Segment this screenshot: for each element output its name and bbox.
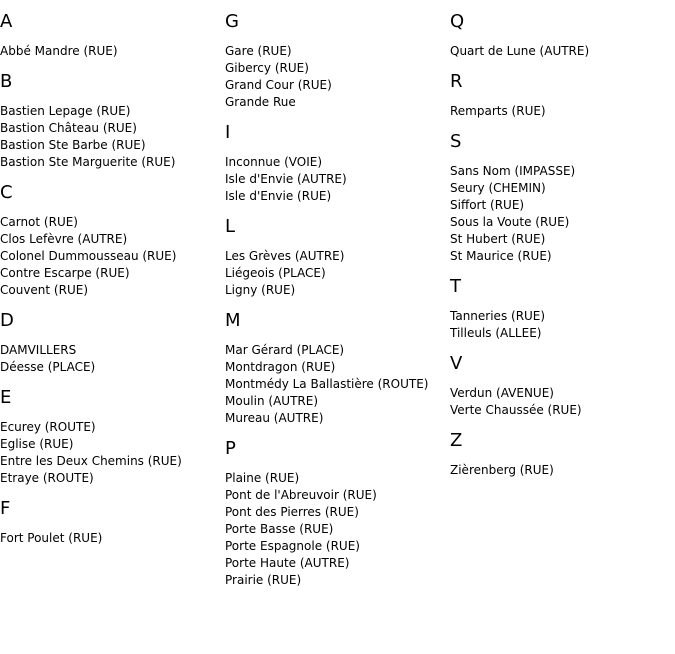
street-link[interactable]: Verte Chaussée (RUE) bbox=[450, 403, 582, 417]
street-link[interactable]: Porte Basse (RUE) bbox=[225, 522, 334, 536]
street-list bbox=[450, 308, 675, 342]
street-link[interactable]: Montdragon (RUE) bbox=[225, 360, 336, 374]
street-link[interactable]: Zièrenberg (RUE) bbox=[450, 463, 554, 477]
street-list bbox=[225, 43, 450, 111]
street-link[interactable]: Isle d'Envie (AUTRE) bbox=[225, 172, 347, 186]
street-link[interactable]: Ligny (RUE) bbox=[225, 283, 296, 297]
street-link[interactable]: Prairie (RUE) bbox=[225, 573, 302, 587]
letter-group bbox=[225, 217, 450, 299]
letter-group bbox=[450, 12, 675, 60]
letter-heading: V bbox=[450, 353, 463, 374]
letter-heading: M bbox=[225, 310, 241, 331]
street-link[interactable]: Ecurey (ROUTE) bbox=[0, 420, 96, 434]
street-index-column bbox=[225, 12, 450, 589]
street-link[interactable]: Contre Escarpe (RUE) bbox=[0, 266, 130, 280]
street-link[interactable]: Colonel Dummousseau (RUE) bbox=[0, 249, 177, 263]
street-list bbox=[0, 530, 225, 547]
letter-heading: F bbox=[0, 498, 11, 519]
letter-heading: L bbox=[225, 216, 236, 237]
street-link[interactable]: Isle d'Envie (RUE) bbox=[225, 189, 332, 203]
street-link[interactable]: Plaine (RUE) bbox=[225, 471, 300, 485]
street-list bbox=[450, 163, 675, 265]
street-link[interactable]: Grand Cour (RUE) bbox=[225, 78, 332, 92]
letter-heading: C bbox=[0, 182, 13, 203]
street-list bbox=[0, 419, 225, 487]
street-link[interactable]: Siffort (RUE) bbox=[450, 198, 525, 212]
letter-heading: R bbox=[450, 71, 463, 92]
street-link[interactable]: St Maurice (RUE) bbox=[450, 249, 552, 263]
street-link[interactable]: Liégeois (PLACE) bbox=[225, 266, 326, 280]
street-list bbox=[450, 385, 675, 419]
street-link[interactable]: Abbé Mandre (RUE) bbox=[0, 44, 118, 58]
letter-group bbox=[225, 123, 450, 205]
street-list bbox=[450, 462, 675, 479]
street-link[interactable]: Grande Rue bbox=[225, 95, 296, 109]
letter-heading: A bbox=[0, 11, 13, 32]
street-list bbox=[0, 342, 225, 376]
letter-heading: D bbox=[0, 310, 14, 331]
street-link[interactable]: Pont des Pierres (RUE) bbox=[225, 505, 359, 519]
letter-group bbox=[450, 72, 675, 120]
letter-heading: Q bbox=[450, 11, 465, 32]
street-link[interactable]: Clos Lefèvre (AUTRE) bbox=[0, 232, 128, 246]
letter-group bbox=[450, 132, 675, 265]
letter-group bbox=[0, 388, 225, 487]
letter-group bbox=[0, 72, 225, 171]
letter-group bbox=[225, 12, 450, 111]
street-list bbox=[0, 43, 225, 60]
street-link[interactable]: Quart de Lune (AUTRE) bbox=[450, 44, 590, 58]
street-link[interactable]: Les Grèves (AUTRE) bbox=[225, 249, 345, 263]
street-link[interactable]: Gibercy (RUE) bbox=[225, 61, 309, 75]
letter-group bbox=[450, 277, 675, 342]
street-link[interactable]: DAMVILLERS bbox=[0, 343, 77, 357]
street-link[interactable]: Fort Poulet (RUE) bbox=[0, 531, 103, 545]
street-link[interactable]: Montmédy La Ballastière (ROUTE) bbox=[225, 377, 429, 391]
street-link[interactable]: Etraye (ROUTE) bbox=[0, 471, 94, 485]
street-link[interactable]: Sans Nom (IMPASSE) bbox=[450, 164, 576, 178]
letter-group bbox=[225, 439, 450, 589]
street-link[interactable]: Moulin (AUTRE) bbox=[225, 394, 318, 408]
street-link[interactable]: Mureau (AUTRE) bbox=[225, 411, 324, 425]
letter-group bbox=[0, 12, 225, 60]
letter-heading: S bbox=[450, 131, 462, 152]
street-link[interactable]: Tilleuls (ALLEE) bbox=[450, 326, 542, 340]
street-link[interactable]: Seury (CHEMIN) bbox=[450, 181, 546, 195]
street-link[interactable]: Sous la Voute (RUE) bbox=[450, 215, 570, 229]
street-link[interactable]: Inconnue (VOIE) bbox=[225, 155, 323, 169]
street-list bbox=[225, 342, 450, 427]
letter-heading: I bbox=[225, 122, 231, 143]
letter-group bbox=[0, 183, 225, 299]
letter-heading: E bbox=[0, 387, 12, 408]
letter-heading: G bbox=[225, 11, 239, 32]
street-link[interactable]: Pont de l'Abreuvoir (RUE) bbox=[225, 488, 377, 502]
street-link[interactable]: Tanneries (RUE) bbox=[450, 309, 546, 323]
street-list bbox=[0, 103, 225, 171]
letter-group bbox=[450, 431, 675, 479]
street-link[interactable]: Bastien Lepage (RUE) bbox=[0, 104, 131, 118]
letter-heading: Z bbox=[450, 430, 463, 451]
street-link[interactable]: Déesse (PLACE) bbox=[0, 360, 96, 374]
street-link[interactable]: St Hubert (RUE) bbox=[450, 232, 546, 246]
letter-group bbox=[225, 311, 450, 427]
street-link[interactable]: Gare (RUE) bbox=[225, 44, 292, 58]
street-link[interactable]: Mar Gérard (PLACE) bbox=[225, 343, 345, 357]
street-link[interactable]: Bastion Château (RUE) bbox=[0, 121, 137, 135]
street-link[interactable]: Entre les Deux Chemins (RUE) bbox=[0, 454, 182, 468]
letter-heading: B bbox=[0, 71, 13, 92]
street-list bbox=[225, 248, 450, 299]
street-index-column bbox=[0, 12, 225, 547]
street-list bbox=[450, 43, 675, 60]
letter-heading: T bbox=[450, 276, 461, 297]
street-link[interactable]: Eglise (RUE) bbox=[0, 437, 74, 451]
street-link[interactable]: Bastion Ste Marguerite (RUE) bbox=[0, 155, 176, 169]
street-link[interactable]: Porte Espagnole (RUE) bbox=[225, 539, 360, 553]
letter-group bbox=[0, 499, 225, 547]
street-link[interactable]: Remparts (RUE) bbox=[450, 104, 546, 118]
street-list bbox=[225, 154, 450, 205]
street-index-column bbox=[450, 12, 675, 479]
street-link[interactable]: Couvent (RUE) bbox=[0, 283, 89, 297]
street-list bbox=[450, 103, 675, 120]
letter-group bbox=[0, 311, 225, 376]
letter-heading: P bbox=[225, 438, 236, 459]
street-link[interactable]: Bastion Ste Barbe (RUE) bbox=[0, 138, 146, 152]
street-list bbox=[225, 470, 450, 589]
letter-group bbox=[450, 354, 675, 419]
street-list bbox=[0, 214, 225, 299]
street-link[interactable]: Carnot (RUE) bbox=[0, 215, 78, 229]
street-link[interactable]: Porte Haute (AUTRE) bbox=[225, 556, 350, 570]
street-link[interactable]: Verdun (AVENUE) bbox=[450, 386, 554, 400]
